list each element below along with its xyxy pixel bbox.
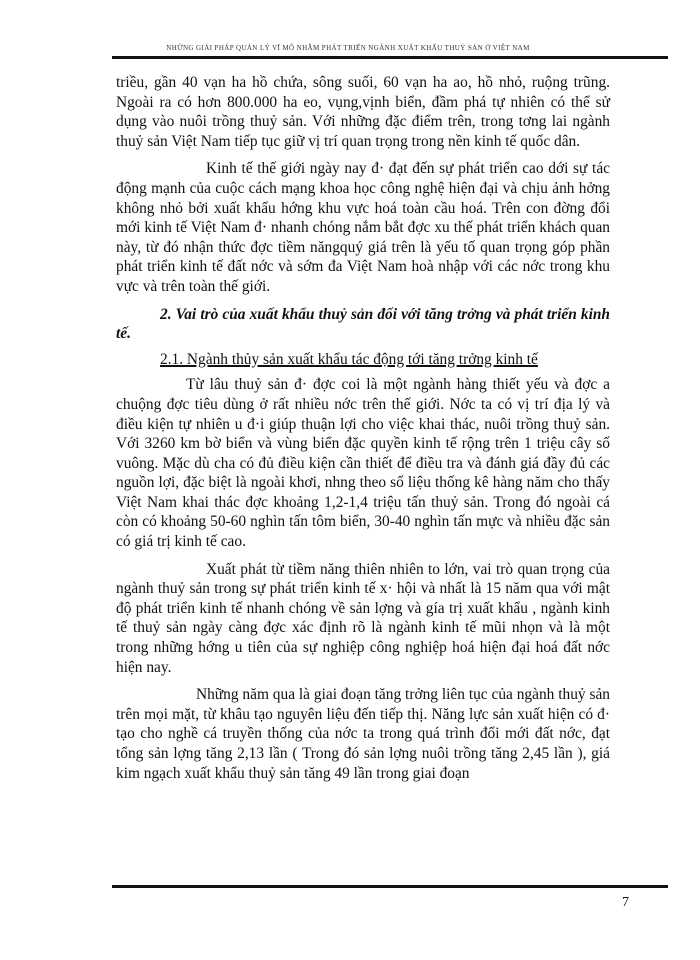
section-heading-2: 2. Vai trò của xuất khẩu thuỷ sản đối với tăng trởng và phát triển kinh tế.: [116, 305, 610, 343]
document-body: [116, 73, 610, 783]
paragraph-3: Từ lâu thuỷ sản đ· đợc coi là một ngành hàng thiết yếu và đợc a chuộng đợc tiêu dùng ở rất nhiều nớc trên thế giới. Nớc ta có vị trí địa lý và điều kiện tự nhiên u đ·i giúp thuận lợi cho việc khai thác, nuôi trồng thuỷ sản. Với 3260 km bờ biển và vùng biển đặc quyền kinh tế rộng trên 1 triệu cây số vuông. Mặc dù cha có đủ điều kiện cần thiết để điều tra và đánh giá đầy đủ các nguồn lợi, đặc biệt là ngoài khơi, nhng theo số liệu thống kê hàng năm cho thấy Việt Nam khai thác đợc khoảng 1,2-1,4 triệu tấn thuỷ sản. Trong đó ngoài cá còn có khoảng 50-60 nghìn tấn tôm biển, 30-40 nghìn tấn mực và nhiều đặc sản có giá trị kinh tế cao.: [116, 376, 610, 551]
paragraph-1: triều, gần 40 vạn ha hồ chứa, sông suối, 60 vạn ha ao, hồ nhỏ, ruộng trũng. Ngoài ra có hơn 800.000 ha eo, vụng,vịnh biển, đầm phá tự nhiên có thể sử dụng vào nuôi trồng thuỷ sản. Với những đặc điểm trên, trong tơng lai ngành thuỷ sản Việt Nam tiếp tục giữ vị trí quan trọng trong nền kinh tế quốc dân.: [116, 74, 610, 150]
running-header: NHỮNG GIẢI PHÁP QUẢN LÝ VĨ MÔ NHẰM PHÁT TRIỂN NGÀNH XUẤT KHẨU THUỶ SẢN Ở VIỆT NAM: [166, 44, 530, 52]
paragraph-5: Những năm qua là giai đoạn tăng trởng liên tục của ngành thuỷ sản trên mọi mặt, từ khâu tạo nguyên liệu đến tiếp thị. Năng lực sản xuất hiện có đ· tạo cho nghề cá truyền thống của nớc ta trong quá trình đổi mới đất nớc, đạt tổng sản lợng tăng 2,13 lần ( Trong đó sản lợng nuôi trồng tăng 2,45 lần ), giá kim ngạch xuất khẩu thuỷ sản tăng 49 lần trong giai đoạn: [116, 686, 610, 782]
header-rule: [112, 56, 668, 59]
page-number: 7: [622, 895, 629, 910]
paragraph-2: Kinh tế thế giới ngày nay đ· đạt đến sự phát triển cao dới sự tác động mạnh của cuộc cách mạng khoa học công nghệ hiện đại và chịu ảnh hởng không nhỏ bởi xuất khẩu hớng khu vực hoá toàn cầu hoá. Trên con đờng đổi mới kinh tế Việt Nam đ· nhanh chóng nắm bắt đợc xu thế phát triển khách quan này, từ đó nhận thức đợc tiềm năngquý giá trên là yếu tố quan trọng góp phần phát triển kinh tế đất nớc và sớm đa Việt Nam hoà nhập với các nớc trong khu vực và trên toàn thế giới.: [116, 160, 610, 295]
subsection-heading-2-1: 2.1. Ngành thủy sản xuất khẩu tác động tới tăng trởng kinh tế: [160, 350, 538, 368]
paragraph-4: Xuất phát từ tiềm năng thiên nhiên to lớn, vai trò quan trọng của ngành thuỷ sản trong sự phát triển kinh tế x· hội và nhất là 15 năm qua với mật độ phát triển kinh tế nhanh chóng về sản lợng và gía trị xuất khẩu , ngành kinh tế thuỷ sản ngày càng đợc xác định rõ là ngành kinh tế mũi nhọn và là một trong những hớng u tiên của sự nghiệp công nghiệp hoá hiện đại hoá đất nớc hiện nay.: [116, 560, 610, 676]
footer-rule: [112, 885, 668, 888]
